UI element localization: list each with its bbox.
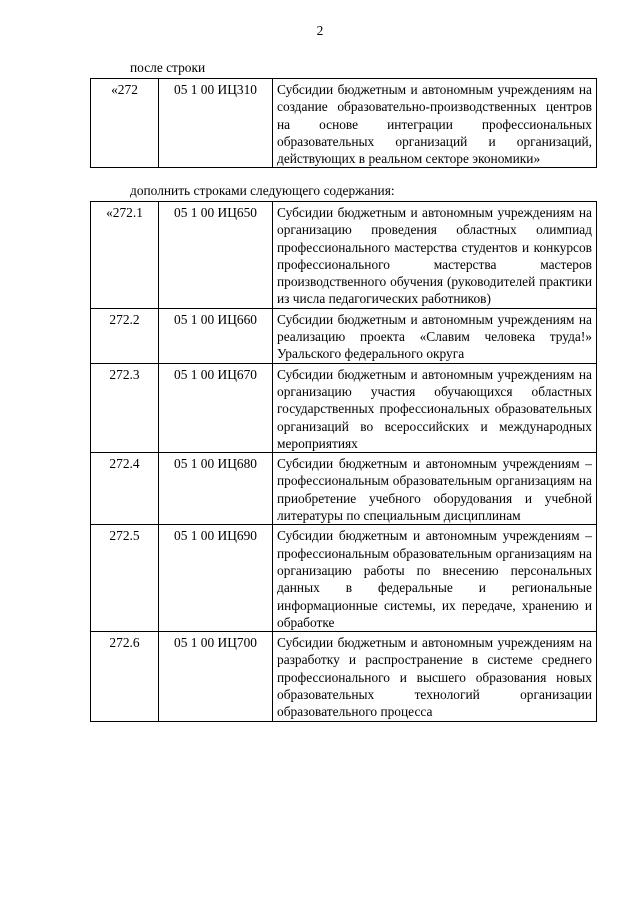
row-number: 272.2 — [91, 308, 159, 363]
intro-add-rows-text: дополнить строками следующего содержания: — [130, 183, 395, 198]
table-row — [91, 363, 597, 452]
table-row — [91, 453, 597, 525]
row-description: Субсидии бюджетным и автономным учреждениям на создание образовательно-производственных центров на основе интеграции профессиональных образовательных организаций и организаций, действующих в реальном секторе экономики» — [273, 79, 597, 168]
row-number: «272.1 — [91, 202, 159, 309]
row-number: 272.4 — [91, 453, 159, 525]
budget-code: 05 1 00 ИЦ690 — [159, 525, 273, 632]
new-rows-table — [90, 201, 597, 722]
row-description: Субсидии бюджетным и автономным учреждениям на организацию участия обучающихся областных государственных профессиональных образовательных организаций во всероссийских и международных мероприятиях — [273, 363, 597, 452]
existing-row-table — [90, 78, 597, 168]
row-description: Субсидии бюджетным и автономным учреждениям на реализацию проекта «Славим человека труда!» Уральского федерального округа — [273, 308, 597, 363]
budget-code: 05 1 00 ИЦ310 — [159, 79, 273, 168]
row-number: 272.3 — [91, 363, 159, 452]
page-number: 2 — [316, 23, 324, 38]
budget-code: 05 1 00 ИЦ660 — [159, 308, 273, 363]
budget-code: 05 1 00 ИЦ700 — [159, 632, 273, 721]
row-number: 272.5 — [91, 525, 159, 632]
table-row — [91, 202, 597, 309]
table-row — [91, 308, 597, 363]
row-number: «272 — [91, 79, 159, 168]
row-description: Субсидии бюджетным и автономным учреждениям – профессиональным образовательным организациям на организацию работы по внесению персональных данных в федеральные и региональные информационные системы, их передаче, хранению и обработке — [273, 525, 597, 632]
intro-after-line-text: после строки — [130, 60, 206, 75]
row-description: Субсидии бюджетным и автономным учреждениям на разработку и распространение в системе среднего профессионального и высшего образования новых образовательных технологий организации образовательного процесса — [273, 632, 597, 721]
table-row — [91, 79, 597, 168]
budget-code: 05 1 00 ИЦ670 — [159, 363, 273, 452]
table-row — [91, 632, 597, 721]
budget-code: 05 1 00 ИЦ680 — [159, 453, 273, 525]
budget-code: 05 1 00 ИЦ650 — [159, 202, 273, 309]
row-number: 272.6 — [91, 632, 159, 721]
row-description: Субсидии бюджетным и автономным учреждениям – профессиональным образовательным организациям на приобретение учебного оборудования и учебной литературы по специальным дисциплинам — [273, 453, 597, 525]
table-row — [91, 525, 597, 632]
row-description: Субсидии бюджетным и автономным учреждениям на организацию проведения областных олимпиад профессионального мастерства студентов и конкурсов профессионального мастерства мастеров производственного обучения (руководителей практики из числа педагогических работников) — [273, 202, 597, 309]
